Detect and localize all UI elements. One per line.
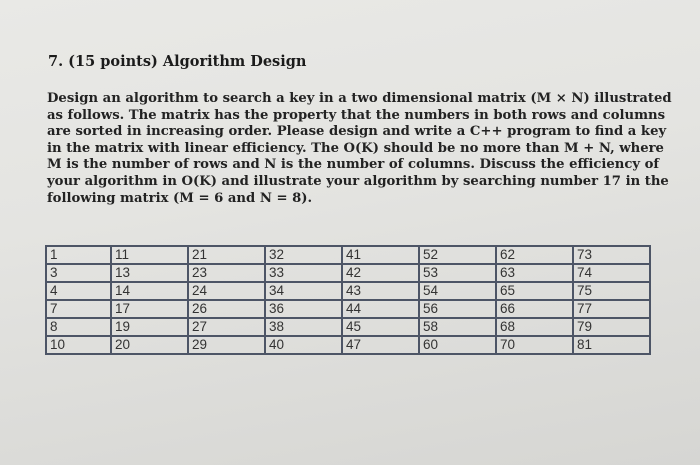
matrix-cell: 63 — [496, 264, 573, 282]
matrix-cell: 58 — [419, 318, 496, 336]
matrix-cell: 4 — [46, 282, 111, 300]
matrix-cell: 32 — [265, 246, 342, 264]
matrix-table — [45, 245, 651, 355]
matrix-cell: 38 — [265, 318, 342, 336]
matrix-cell: 8 — [46, 318, 111, 336]
matrix-cell: 81 — [573, 336, 650, 354]
matrix-cell: 24 — [188, 282, 265, 300]
matrix-cell: 54 — [419, 282, 496, 300]
paragraph-line: following matrix (M = 6 and N = 8). — [47, 190, 313, 206]
question-text — [47, 91, 672, 207]
matrix-cell: 45 — [342, 318, 419, 336]
matrix-cell: 62 — [496, 246, 573, 264]
matrix-cell: 34 — [265, 282, 342, 300]
matrix-cell: 42 — [342, 264, 419, 282]
matrix-cell: 27 — [188, 318, 265, 336]
matrix-cell: 14 — [111, 282, 188, 300]
matrix-cell: 7 — [46, 300, 111, 318]
matrix-cell: 3 — [46, 264, 111, 282]
matrix-cell: 73 — [573, 246, 650, 264]
matrix-cell: 68 — [496, 318, 573, 336]
paragraph-line: your algorithm in O(K) and illustrate your algorithm by searching number 17 in the — [47, 173, 669, 189]
matrix-cell: 70 — [496, 336, 573, 354]
question-title: 7. (15 points) Algorithm Design — [48, 53, 307, 70]
matrix-cell: 17 — [111, 300, 188, 318]
paragraph-line: as follows. The matrix has the property that the numbers in both rows and columns — [47, 107, 666, 123]
matrix-cell: 56 — [419, 300, 496, 318]
matrix-cell: 74 — [573, 264, 650, 282]
matrix-cell: 1 — [46, 246, 111, 264]
matrix-cell: 21 — [188, 246, 265, 264]
matrix-cell: 20 — [111, 336, 188, 354]
matrix-cell: 41 — [342, 246, 419, 264]
matrix-cell: 10 — [46, 336, 111, 354]
paragraph-line: are sorted in increasing order. Please design and write a C++ program to find a key — [47, 124, 667, 140]
matrix-cell: 77 — [573, 300, 650, 318]
matrix-cell: 19 — [111, 318, 188, 336]
matrix-cell: 60 — [419, 336, 496, 354]
matrix-cell: 53 — [419, 264, 496, 282]
matrix-cell: 33 — [265, 264, 342, 282]
paragraph-line: in the matrix with linear efficiency. The O(K) should be no more than M + N, where — [47, 140, 664, 156]
matrix-cell: 44 — [342, 300, 419, 318]
matrix-row — [46, 246, 650, 264]
matrix-cell: 52 — [419, 246, 496, 264]
matrix-cell: 29 — [188, 336, 265, 354]
matrix-cell: 43 — [342, 282, 419, 300]
matrix-row — [46, 318, 650, 336]
matrix-cell: 23 — [188, 264, 265, 282]
matrix-row — [46, 264, 650, 282]
matrix-cell: 47 — [342, 336, 419, 354]
paragraph-line: M is the number of rows and N is the number of columns. Discuss the efficiency of — [47, 157, 660, 173]
paragraph-line: Design an algorithm to search a key in a two dimensional matrix (M × N) illustrated — [47, 91, 672, 106]
matrix-cell: 36 — [265, 300, 342, 318]
matrix-cell: 11 — [111, 246, 188, 264]
matrix-cell: 75 — [573, 282, 650, 300]
matrix-cell: 40 — [265, 336, 342, 354]
matrix-cell: 65 — [496, 282, 573, 300]
matrix-cell: 26 — [188, 300, 265, 318]
matrix-row — [46, 282, 650, 300]
matrix-cell: 13 — [111, 264, 188, 282]
matrix-cell: 66 — [496, 300, 573, 318]
matrix-cell: 79 — [573, 318, 650, 336]
matrix-row — [46, 300, 650, 318]
matrix-row — [46, 336, 650, 354]
